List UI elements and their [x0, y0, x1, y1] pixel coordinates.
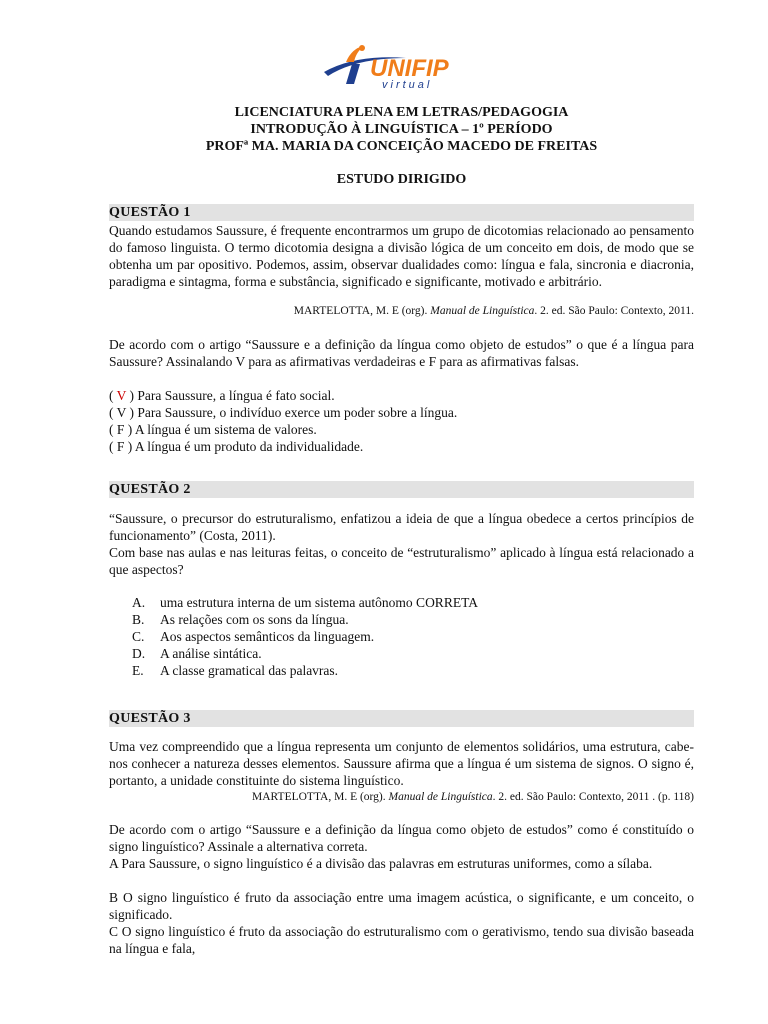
option-d: D. A análise sintática. [132, 646, 262, 661]
list-item: ( F ) A língua é um sistema de valores. [109, 422, 317, 437]
question-3-prompt: De acordo com o artigo “Saussure e a definição da língua como objeto de estudos” como é constituído o signo linguístico? Assinale a alternativa correta. [109, 822, 694, 854]
svg-text:UNIFIP: UNIFIP [370, 55, 449, 82]
question-2-prompt: Com base nas aulas e nas leituras feitas, o conceito de “estruturalismo” aplicado à língua está relacionado a que aspectos? [109, 545, 694, 577]
question-2-title: QUESTÃO 2 [109, 481, 694, 498]
question-1-items [109, 387, 694, 455]
course-header [109, 104, 694, 155]
question-3-title: QUESTÃO 3 [109, 710, 694, 727]
unifip-logo-icon [316, 42, 488, 92]
question-3-alternative-c: C O signo linguístico é fruto da associação do estruturalismo com o gerativismo, tendo sua divisão baseada na língua e fala, [109, 924, 694, 956]
question-1-prompt: De acordo com o artigo “Saussure e a definição da língua como objeto de estudos” o que é a língua para Saussure? Assinalando V para as afirmativas verdadeiras e F para as afirmativas falsas. [109, 337, 694, 369]
header-subject: INTRODUÇÃO À LINGUÍSTICA – 1º PERÍODO [250, 122, 553, 137]
list-item: ( V ) Para Saussure, o indivíduo exerce um poder sobre a língua. [109, 405, 458, 420]
question-1-text: Quando estudamos Saussure, é frequente encontrarmos um grupo de dicotomias relacionado ao pensamento do famoso linguista. O termo dicotomia designa a divisão lógica de um conceito em dois, de modo que se obtenha um par opositivo. Podemos, assim, observar dualidades como: língua e fala, sincronia e diacronia, paradigma e sintagma, forma e substância, significado e significante, motivado e arbitrário. [109, 223, 694, 289]
option-c: C. Aos aspectos semânticos da linguagem. [132, 629, 375, 644]
header-course: LICENCIATURA PLENA EM LETRAS/PEDAGOGIA [234, 105, 569, 120]
question-1-citation: MARTELOTTA, M. E (org). Manual de Linguística. 2. ed. São Paulo: Contexto, 2011. [293, 305, 694, 317]
unifip-logo [316, 42, 488, 92]
question-3-alternative-b: B O signo linguístico é fruto da associação entre uma imagem acústica, o significante, e um conceito, o significado. [109, 890, 694, 922]
question-3-text: Uma vez compreendido que a língua representa um conjunto de elementos solidários, uma estrutura, cabe-nos conhecer a natureza desses elementos. Saussure afirma que a língua é um sistema de signos. O signo é, portanto, a unidade constituinte do sistema linguístico. [109, 739, 694, 788]
option-a: A. uma estrutura interna de um sistema autônomo CORRETA [132, 595, 478, 610]
header-professor: PROFª MA. MARIA DA CONCEIÇÃO MACEDO DE FREITAS [205, 139, 598, 154]
question-2-options [109, 594, 694, 679]
study-title: ESTUDO DIRIGIDO [336, 172, 467, 187]
question-2-quote: “Saussure, o precursor do estruturalismo, enfatizou a ideia de que a língua obedece a certos princípios de funcionamento” (Costa, 2011). [109, 511, 694, 543]
option-e: E. A classe gramatical das palavras. [132, 663, 339, 678]
question-3-alternative-a: A Para Saussure, o signo linguístico é a divisão das palavras em estruturas uniformes, como a sílaba. [109, 856, 653, 871]
list-item: ( V ) Para Saussure, a língua é fato social. [109, 388, 335, 403]
list-item: ( F ) A língua é um produto da individualidade. [109, 439, 364, 454]
question-1-title: QUESTÃO 1 [109, 204, 694, 221]
question-3-citation: MARTELOTTA, M. E (org). Manual de Linguística. 2. ed. São Paulo: Contexto, 2011 . (p. 118) [252, 791, 694, 803]
option-b: B. As relações com os sons da língua. [132, 612, 349, 627]
svg-text:virtual: virtual [382, 79, 433, 91]
